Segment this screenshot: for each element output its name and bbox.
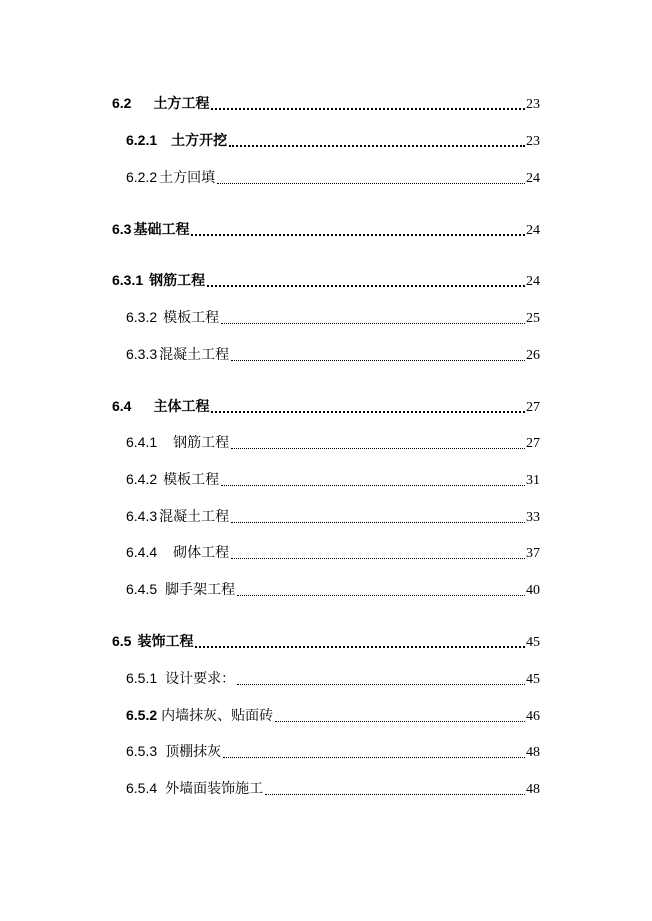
toc-entry-title: 混凝土工程 — [159, 346, 230, 362]
toc-entry[interactable] — [126, 507, 540, 527]
toc-entry-page: 24 — [526, 171, 540, 186]
dot-leader — [211, 107, 525, 110]
toc-entry-page: 25 — [526, 311, 540, 326]
toc-entry-number: 6.3.1 — [112, 272, 144, 288]
dot-leader — [221, 322, 525, 324]
dot-leader — [237, 594, 525, 596]
toc-entry-title: 模板工程 — [163, 471, 220, 487]
dot-leader — [221, 484, 525, 486]
toc-entry[interactable] — [126, 706, 540, 726]
toc-entry-title: 外墙面装饰施工 — [165, 780, 264, 796]
toc-entry-number: 6.5 — [112, 633, 132, 649]
dot-leader — [231, 521, 525, 523]
toc-entry[interactable] — [126, 345, 540, 365]
toc-entry-number: 6.5.4 — [126, 780, 158, 796]
toc-entry-title: 装饰工程 — [137, 633, 194, 649]
dot-leader — [217, 182, 525, 184]
toc-entry[interactable] — [112, 271, 540, 291]
dot-leader — [237, 683, 525, 685]
toc-entry-page: 37 — [526, 546, 540, 561]
toc-entry-number: 6.3.2 — [126, 309, 158, 325]
toc-entry-title: 钢筋工程 — [173, 434, 230, 450]
toc-entry[interactable] — [126, 168, 540, 188]
toc-entry-page: 48 — [526, 745, 540, 760]
toc-entry-number: 6.4.1 — [126, 434, 158, 450]
toc-entry-title: 脚手架工程 — [165, 581, 236, 597]
toc-entry[interactable] — [126, 580, 540, 600]
toc-entry-page: 23 — [526, 97, 540, 112]
dot-leader — [191, 233, 525, 236]
toc-entry-title: 土方工程 — [153, 95, 210, 111]
toc-entry-number: 6.5.3 — [126, 743, 158, 759]
toc-entry-page: 26 — [526, 348, 540, 363]
toc-entry-title: 顶棚抹灰 — [165, 743, 222, 759]
dot-leader — [231, 557, 525, 559]
toc-entry[interactable] — [112, 397, 540, 417]
toc-entry-number: 6.4.4 — [126, 544, 158, 560]
toc-entry-page: 27 — [526, 400, 540, 415]
dot-leader — [265, 793, 525, 795]
toc-entry-page: 24 — [526, 274, 540, 289]
dot-leader — [223, 756, 525, 758]
toc-entry-page: 27 — [526, 436, 540, 451]
toc-entry-number: 6.4.3 — [126, 508, 158, 524]
dot-leader — [211, 410, 525, 413]
toc-entry-page: 48 — [526, 782, 540, 797]
toc-entry-page: 40 — [526, 583, 540, 598]
toc-entry-page: 45 — [526, 635, 540, 650]
toc-entry-number: 6.2 — [112, 95, 132, 111]
dot-leader — [207, 284, 525, 287]
toc-entry-title: 钢筋工程 — [149, 272, 206, 288]
toc-entry-title: 主体工程 — [153, 398, 210, 414]
toc-entry[interactable] — [126, 669, 540, 689]
toc-entry[interactable] — [112, 220, 540, 240]
toc-entry[interactable] — [112, 94, 540, 114]
toc-entry-page: 24 — [526, 223, 540, 238]
toc-entry-title: 模板工程 — [163, 309, 220, 325]
toc-entry-page: 46 — [526, 709, 540, 724]
toc-entry[interactable] — [126, 470, 540, 490]
toc-entry[interactable] — [126, 433, 540, 453]
toc-entry-page: 45 — [526, 672, 540, 687]
toc-entry-number: 6.3.3 — [126, 346, 158, 362]
toc-entry[interactable] — [112, 632, 540, 652]
toc-entry-page: 31 — [526, 473, 540, 488]
toc-entry-title: 土方回填 — [159, 169, 216, 185]
dot-leader — [231, 447, 525, 449]
toc-entry-title: 基础工程 — [133, 221, 190, 237]
toc-entry-number: 6.2.1 — [126, 132, 158, 148]
toc-entry[interactable] — [126, 742, 540, 762]
toc-entry-number: 6.5.2 — [126, 707, 158, 723]
toc-entry-number: 6.4.2 — [126, 471, 158, 487]
toc-entry-title: 混凝土工程 — [159, 508, 230, 524]
toc-entry-page: 33 — [526, 510, 540, 525]
dot-leader — [231, 359, 525, 361]
dot-leader — [275, 720, 525, 722]
toc-entry-page: 23 — [526, 134, 540, 149]
dot-leader — [195, 645, 525, 648]
toc-entry-number: 6.4 — [112, 398, 132, 414]
toc-entry[interactable] — [126, 131, 540, 151]
toc-entry-title: 砌体工程 — [173, 544, 230, 560]
toc-entry-title: 内墙抹灰、贴面砖 — [161, 707, 274, 723]
toc-entry[interactable] — [126, 543, 540, 563]
toc-entry-title: 土方开挖 — [171, 132, 228, 148]
toc-entry-number: 6.5.1 — [126, 670, 158, 686]
toc-entry-number: 6.4.5 — [126, 581, 158, 597]
toc-entry-number: 6.3 — [112, 221, 132, 237]
dot-leader — [229, 144, 525, 147]
toc-entry[interactable] — [126, 779, 540, 799]
toc-entry-title: 设计要求： — [165, 670, 236, 686]
toc-entry[interactable] — [126, 308, 540, 328]
toc-entry-number: 6.2.2 — [126, 169, 158, 185]
